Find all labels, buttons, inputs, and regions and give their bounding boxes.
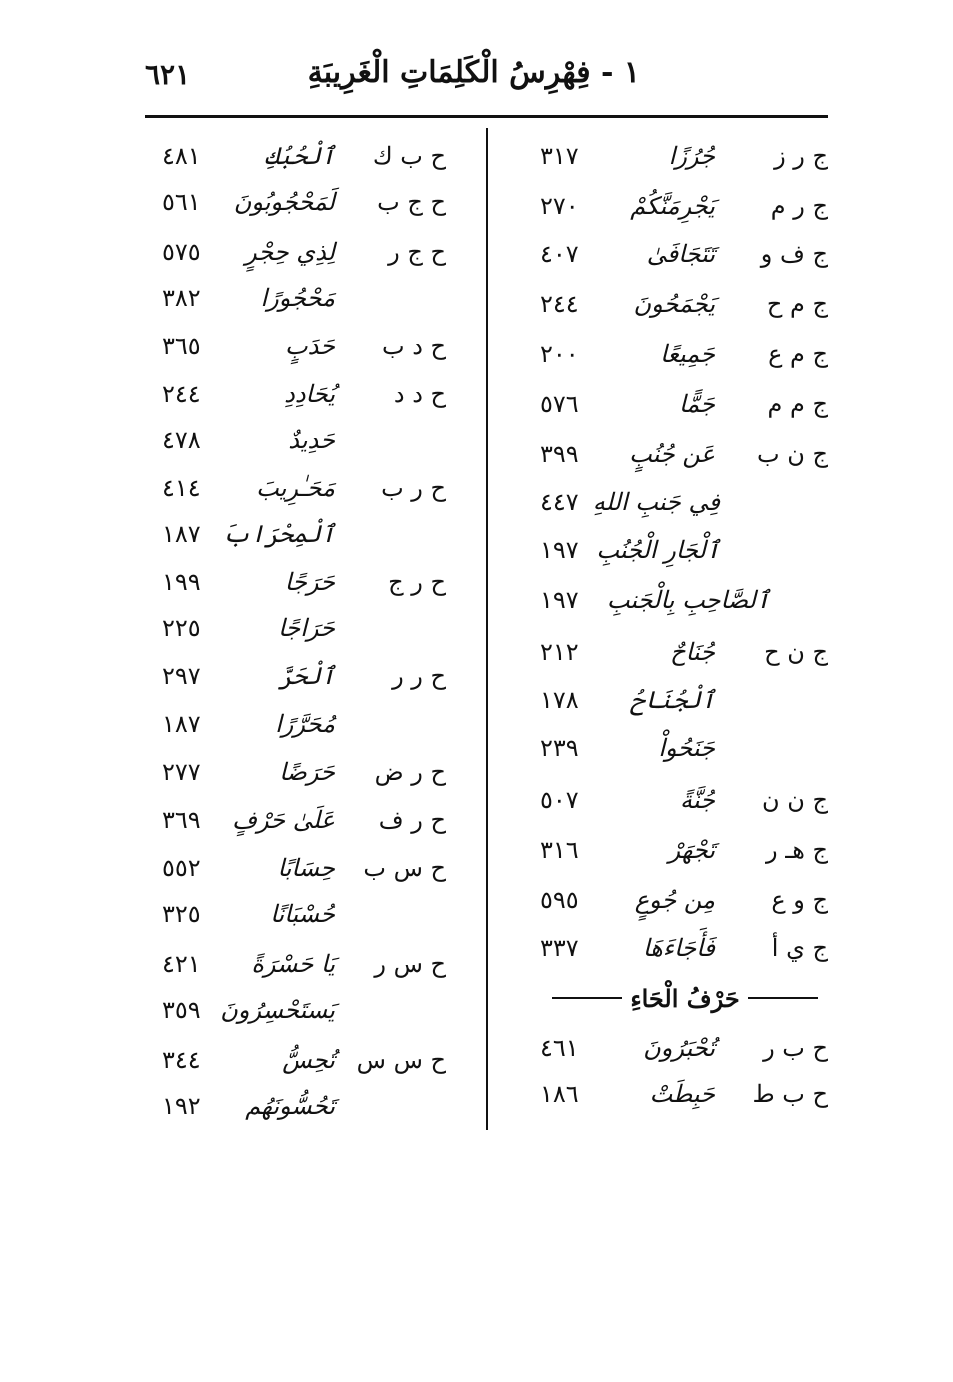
root-letters: ح د ب bbox=[381, 332, 446, 360]
page-ref: ٣٦٥ bbox=[162, 332, 201, 360]
root-letters: ج ي أ bbox=[771, 934, 828, 962]
heading-rule-right bbox=[748, 997, 818, 999]
page-ref: ٤٠٧ bbox=[540, 240, 579, 268]
index-word: جُنَاحٌ bbox=[670, 638, 715, 666]
page-ref: ٢٠٠ bbox=[540, 340, 579, 368]
index-word: يَجْرِمَنَّكُمْ bbox=[630, 192, 715, 220]
index-word: ٱلْحُبُكِ bbox=[264, 142, 335, 170]
index-word: عَلَىٰ حَرْفٍ bbox=[232, 806, 335, 834]
root-letters: ح س س bbox=[356, 1046, 446, 1074]
index-word: حَرَضًا bbox=[279, 758, 335, 786]
page-ref: ٤١٤ bbox=[162, 474, 201, 502]
index-word: مَحَـٰرِيبَ bbox=[256, 474, 335, 502]
page-ref: ٥٥٢ bbox=[162, 854, 201, 882]
page-ref: ٥٧٦ bbox=[540, 390, 579, 418]
root-letters: ح س ب bbox=[363, 854, 446, 882]
root-letters: ح د د bbox=[393, 380, 446, 408]
index-word: تُحِسُّ bbox=[282, 1046, 335, 1074]
root-letters: ح ر ب bbox=[381, 474, 446, 502]
page-ref: ٥٧٥ bbox=[162, 238, 201, 266]
index-word: ٱلْجُنَاحُ bbox=[630, 686, 715, 714]
root-letters: ج ن ب bbox=[757, 440, 828, 468]
index-word: فِي جَنبِ اللهِ bbox=[592, 488, 720, 516]
index-word: لَمَحْجُوبُونَ bbox=[233, 188, 335, 216]
index-word: حَدَبٍ bbox=[284, 332, 335, 360]
page-ref: ١٨٧ bbox=[162, 520, 201, 548]
index-word: فَأَجَاءَهَا bbox=[642, 934, 715, 962]
page-ref: ١٨٧ bbox=[162, 710, 201, 738]
root-letters: ج ن ح bbox=[764, 638, 828, 666]
root-letters: ح ب ط bbox=[752, 1080, 828, 1108]
page-ref: ٤٦١ bbox=[540, 1034, 579, 1062]
page-ref: ٢٤٤ bbox=[162, 380, 201, 408]
header-rule bbox=[145, 115, 828, 118]
page-ref: ٤٢١ bbox=[162, 950, 201, 978]
root-letters: ج ر ز bbox=[774, 142, 828, 170]
page-ref: ٤٨١ bbox=[162, 142, 201, 170]
index-word: حُسْبَانًا bbox=[270, 900, 335, 928]
index-word: ٱلْمِحْرَابَ bbox=[222, 520, 335, 548]
page-ref: ٢٩٧ bbox=[162, 662, 201, 690]
root-letters: ح ر ر bbox=[392, 662, 446, 690]
index-word: يُحَادِدِ bbox=[284, 380, 335, 408]
index-word: جُرُزًا bbox=[668, 142, 715, 170]
page-number: ٦٢١ bbox=[145, 58, 191, 91]
root-letters: ج م ح bbox=[766, 290, 828, 318]
root-letters: ح ج ب bbox=[377, 188, 446, 216]
page-ref: ٥٠٧ bbox=[540, 786, 579, 814]
index-word: جُنَّةً bbox=[680, 786, 715, 814]
index-word: مُحَرَّرًا bbox=[275, 710, 335, 738]
index-word: ٱلْحَرَّ bbox=[278, 662, 335, 690]
root-letters: ج م ع bbox=[768, 340, 828, 368]
root-letters: ح ج ر bbox=[388, 238, 446, 266]
section-heading bbox=[540, 978, 830, 1018]
page-ref: ٥٩٥ bbox=[540, 886, 579, 914]
index-word: حَدِيدٌ bbox=[288, 426, 335, 454]
index-word: يَا حَسْرَةً bbox=[251, 950, 335, 978]
page-ref: ١٩٢ bbox=[162, 1092, 201, 1120]
index-word: ٱلصَّاحِبِ بِالْجَنبِ bbox=[606, 586, 770, 614]
index-word: تَحُسُّونَهُم bbox=[245, 1092, 335, 1120]
index-word: جَمِيعًا bbox=[660, 340, 715, 368]
page-ref: ٣١٧ bbox=[540, 142, 579, 170]
index-word: عَن جُنُبٍ bbox=[629, 440, 715, 468]
index-word: مِن جُوعٍ bbox=[634, 886, 715, 914]
root-letters: ح ر ف bbox=[378, 806, 446, 834]
root-letters: ح س ر bbox=[374, 950, 446, 978]
page-ref: ١٩٧ bbox=[540, 586, 579, 614]
root-letters: ح ر ج bbox=[388, 568, 446, 596]
root-letters: ج م م bbox=[767, 390, 828, 418]
index-word: حَرَاجًا bbox=[278, 614, 335, 642]
root-letters: ج ر م bbox=[770, 192, 828, 220]
page-ref: ٢٧٧ bbox=[162, 758, 201, 786]
page-title: ١ - فِهْرِسُ الْكَلِمَاتِ الْغَرِيبَةِ bbox=[307, 55, 640, 90]
index-word: جَنَحُواْ bbox=[658, 734, 715, 762]
index-word: جَمًّا bbox=[678, 390, 715, 418]
index-word: حِسَابًا bbox=[277, 854, 335, 882]
page-ref: ٣٩٩ bbox=[540, 440, 579, 468]
index-word: يَجْمَحُونَ bbox=[633, 290, 715, 318]
page-ref: ٢١٢ bbox=[540, 638, 579, 666]
page-ref: ٢٤٤ bbox=[540, 290, 579, 318]
root-letters: ح ب ر bbox=[763, 1034, 828, 1062]
column-divider bbox=[486, 128, 488, 1130]
index-word: ٱلْجَارِ الْجُنُبِ bbox=[596, 536, 720, 564]
page-ref: ١٨٦ bbox=[540, 1080, 579, 1108]
root-letters: ج هـ ر bbox=[765, 836, 828, 864]
page-ref: ٣٥٩ bbox=[162, 996, 201, 1024]
index-word: تُحْبَرُونَ bbox=[643, 1034, 715, 1062]
page-ref: ٣٢٥ bbox=[162, 900, 201, 928]
page-ref: ٥٦١ bbox=[162, 188, 201, 216]
section-heading-text: حَرْفُ الْحَاءِ bbox=[630, 983, 740, 1013]
page-ref: ١٩٩ bbox=[162, 568, 201, 596]
page-ref: ٢٢٥ bbox=[162, 614, 201, 642]
index-word: حَرَجًا bbox=[284, 568, 335, 596]
page-ref: ٢٣٩ bbox=[540, 734, 579, 762]
index-word: لِذِي حِجْرٍ bbox=[245, 238, 335, 266]
index-word: حَبِطَتْ bbox=[649, 1080, 715, 1108]
index-word: يَستَحْسِرُونَ bbox=[220, 996, 335, 1024]
page-ref: ٣١٦ bbox=[540, 836, 579, 864]
page-ref: ٣٤٤ bbox=[162, 1046, 201, 1074]
heading-rule-left bbox=[552, 997, 622, 999]
index-word: مَحْجُورًا bbox=[260, 284, 335, 312]
page-ref: ٣٣٧ bbox=[540, 934, 579, 962]
page-ref: ١٩٧ bbox=[540, 536, 579, 564]
index-word: تَجْهَرْ bbox=[668, 836, 715, 864]
page-ref: ٢٧٠ bbox=[540, 192, 579, 220]
root-letters: ح ر ض bbox=[374, 758, 446, 786]
page-ref: ٤٧٨ bbox=[162, 426, 201, 454]
root-letters: ج و ع bbox=[771, 886, 828, 914]
root-letters: ج ن ن bbox=[762, 786, 828, 814]
index-word: تَتَجَافَىٰ bbox=[646, 240, 715, 268]
page-ref: ٣٦٩ bbox=[162, 806, 201, 834]
root-letters: ح ب ك bbox=[372, 142, 446, 170]
root-letters: ج ف و bbox=[760, 240, 828, 268]
page-ref: ١٧٨ bbox=[540, 686, 579, 714]
page-ref: ٣٨٢ bbox=[162, 284, 201, 312]
page-ref: ٤٤٧ bbox=[540, 488, 579, 516]
